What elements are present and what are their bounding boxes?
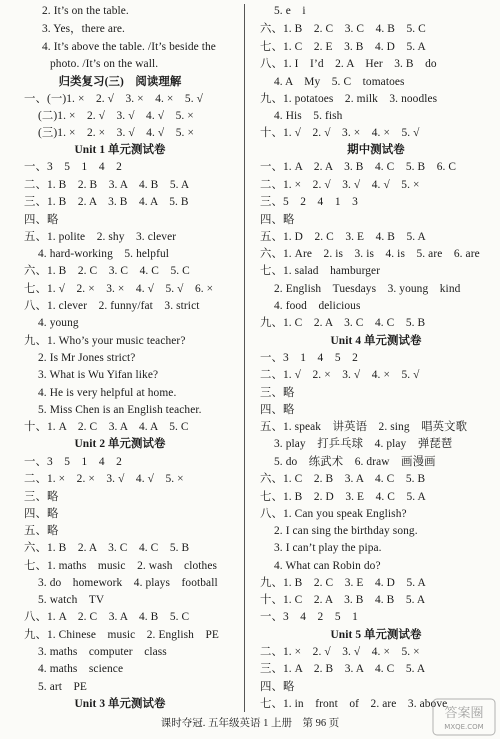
right-answer-line: 4. What can Robin do? (274, 560, 381, 572)
left-answer-line: 二、1. B 2. B 3. A 4. B 5. A (24, 179, 190, 191)
right-answer-line: 三、1. A 2. B 3. A 4. C 5. A (260, 663, 426, 675)
left-answer-line: 5. art PE (38, 681, 87, 693)
left-answer-line: 一、3 5 1 4 2 (24, 161, 122, 173)
left-answer-line: 三、1. B 2. A 3. B 4. A 5. B (24, 196, 189, 208)
right-answer-line: 4. food delicious (274, 300, 361, 312)
left-answer-line: 3. What is Wu Yifan like? (38, 369, 159, 381)
left-answer-line: (二)1. × 2. √ 3. √ 4. √ 5. × (38, 110, 194, 122)
left-answer-line: 十、1. A 2. C 3. A 4. A 5. C (24, 421, 189, 433)
page-footer: 课时夺冠. 五年级英语 1 上册 第 96 页 (160, 718, 340, 729)
left-answer-line: 一、(一)1. × 2. √ 3. × 4. × 5. √ (24, 93, 203, 105)
right-answer-line: 3. I can’t play the pipa. (274, 542, 382, 554)
left-answer-line: 七、1. √ 2. × 3. × 4. √ 5. √ 6. × (24, 283, 214, 295)
right-answer-line: Unit 4 单元测试卷 (330, 335, 422, 347)
right-answer-line: 九、1. potatoes 2. milk 3. noodles (260, 93, 438, 105)
watermark-title: 答案圈 (444, 705, 484, 720)
left-answer-line: 4. He is very helpful at home. (38, 387, 177, 399)
right-answer-line: 5. e i (274, 5, 306, 17)
right-answer-line: 七、1. salad hamburger (260, 265, 381, 277)
right-answer-line: 九、1. B 2. C 3. E 4. D 5. A (260, 577, 426, 589)
left-answer-line: 5. watch TV (38, 594, 105, 606)
right-answer-line: 八、1. I I’d 2. A Her 3. B do (260, 58, 437, 70)
right-answer-line: 3. play 打乒乓球 4. play 弹琵琶 (274, 438, 453, 450)
left-answer-line: Unit 2 单元测试卷 (74, 438, 166, 450)
left-answer-line: 八、1. clever 2. funny/fat 3. strict (24, 300, 200, 312)
right-answer-line: Unit 5 单元测试卷 (330, 629, 422, 641)
right-answer-line: 六、1. B 2. C 3. C 4. B 5. C (260, 23, 426, 35)
right-answer-line: 四、略 (260, 214, 295, 226)
left-answer-line: 4. maths science (38, 663, 124, 675)
left-answer-line: 一、3 5 1 4 2 (24, 456, 122, 468)
right-answer-line: 七、1. in front of 2. are 3. above (260, 698, 448, 710)
right-answer-line: 一、1. A 2. A 3. B 4. C 5. B 6. C (260, 161, 457, 173)
left-answer-line: 2. It’s on the table. (42, 5, 129, 17)
left-answer-line: 四、略 (24, 214, 59, 226)
right-answer-line: 十、1. √ 2. √ 3. × 4. × 5. √ (260, 127, 420, 139)
right-answer-line: 一、3 1 4 5 2 (260, 352, 358, 364)
left-answer-line: 5. Miss Chen is an English teacher. (38, 404, 202, 416)
left-answer-line: 4. young (38, 317, 79, 329)
right-answer-line: 4. A My 5. C tomatoes (274, 76, 405, 88)
right-answer-line: 5. do 练武术 6. draw 画漫画 (274, 456, 436, 468)
left-answer-line: 六、1. B 2. C 3. C 4. C 5. C (24, 265, 190, 277)
left-answer-line: 五、1. polite 2. shy 3. clever (24, 231, 177, 243)
left-answer-line: photo. /It’s on the wall. (50, 58, 159, 70)
right-answer-line: 三、5 2 4 1 3 (260, 196, 358, 208)
left-answer-line: 2. Is Mr Jones strict? (38, 352, 136, 364)
watermark-logo (432, 698, 496, 736)
left-answer-line: 二、1. × 2. × 3. √ 4. √ 5. × (24, 473, 184, 485)
right-answer-line: 五、1. D 2. C 3. E 4. B 5. A (260, 231, 426, 243)
right-answer-line: 四、略 (260, 681, 295, 693)
right-answer-line: 九、1. C 2. A 3. C 4. C 5. B (260, 317, 426, 329)
left-answer-line: Unit 3 单元测试卷 (74, 698, 166, 710)
right-answer-line: 七、1. C 2. E 3. B 4. D 5. A (260, 41, 426, 53)
right-answer-line: 七、1. B 2. D 3. E 4. C 5. A (260, 491, 426, 503)
right-answer-line: 十、1. C 2. A 3. B 4. B 5. A (260, 594, 426, 606)
right-answer-line: 八、1. Can you speak English? (260, 508, 407, 520)
right-answer-line: 期中测试卷 (347, 144, 405, 156)
right-answer-line: 4. His 5. fish (274, 110, 343, 122)
column-divider (244, 4, 245, 712)
right-answer-line: 二、1. √ 2. × 3. √ 4. × 5. √ (260, 369, 420, 381)
left-answer-line: 八、1. A 2. C 3. A 4. B 5. C (24, 611, 190, 623)
left-answer-line: 4. hard-working 5. helpful (38, 248, 170, 260)
right-answer-line: 一、3 4 2 5 1 (260, 611, 358, 623)
right-answer-line: 六、1. Are 2. is 3. is 4. is 5. are 6. are (260, 248, 480, 260)
right-answer-line: 四、略 (260, 404, 295, 416)
watermark-url: MXQE.COM (444, 723, 484, 731)
left-answer-line: 九、1. Who’s your music teacher? (24, 335, 186, 347)
left-answer-line: 归类复习(三) 阅读理解 (58, 76, 182, 88)
right-answer-line: 二、1. × 2. √ 3. √ 4. √ 5. × (260, 179, 420, 191)
left-answer-line: 五、略 (24, 525, 59, 537)
left-answer-line: 七、1. maths music 2. wash clothes (24, 560, 218, 572)
left-answer-line: Unit 1 单元测试卷 (74, 144, 166, 156)
left-answer-line: 三、略 (24, 491, 59, 503)
right-answer-line: 五、1. speak 讲英语 2. sing 唱英文歌 (260, 421, 468, 433)
right-answer-line: 三、略 (260, 387, 295, 399)
left-answer-line: 六、1. B 2. A 3. C 4. C 5. B (24, 542, 190, 554)
left-answer-line: (三)1. × 2. × 3. √ 4. √ 5. × (38, 127, 194, 139)
left-answer-line: 3. maths computer class (38, 646, 167, 658)
left-answer-line: 四、略 (24, 508, 59, 520)
left-answer-line: 九、1. Chinese music 2. English PE (24, 629, 219, 641)
right-answer-line: 2. I can sing the birthday song. (274, 525, 418, 537)
left-answer-line: 3. do homework 4. plays football (38, 577, 218, 589)
right-answer-line: 二、1. × 2. √ 3. √ 4. × 5. × (260, 646, 420, 658)
right-answer-line: 2. English Tuesdays 3. young kind (274, 283, 461, 295)
right-answer-line: 六、1. C 2. B 3. A 4. C 5. B (260, 473, 426, 485)
left-answer-line: 3. Yes，there are. (42, 23, 125, 35)
left-answer-line: 4. It’s above the table. /It’s beside the (42, 41, 216, 53)
